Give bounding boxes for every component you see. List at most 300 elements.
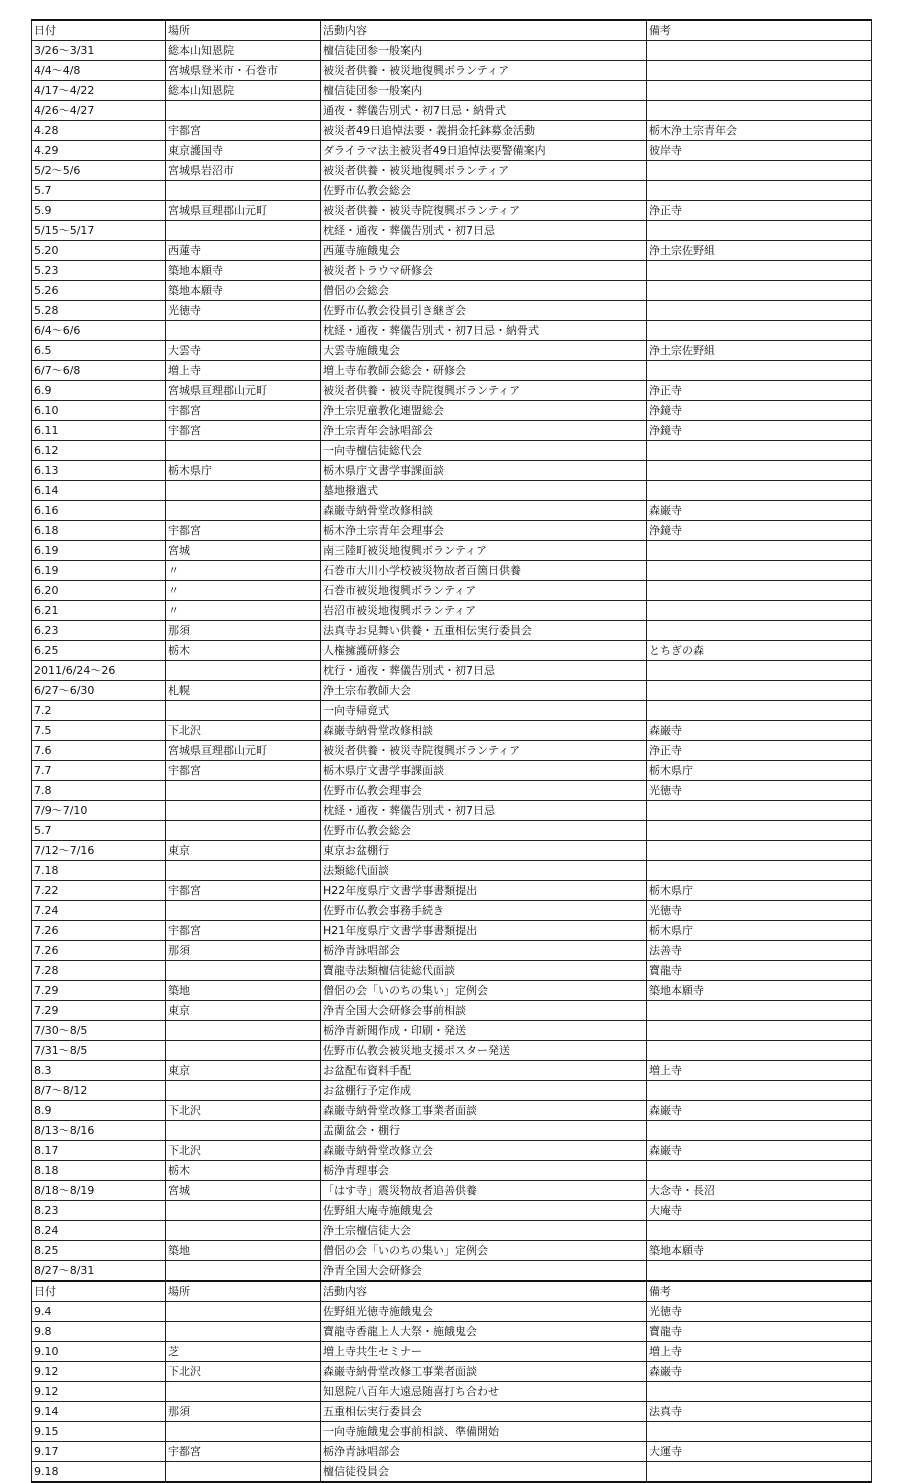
table-row bbox=[32, 1382, 872, 1402]
date-cell: 6/4～6/6 bbox=[32, 321, 166, 341]
table-row bbox=[32, 421, 872, 441]
table-row bbox=[32, 1322, 872, 1342]
date-cell: 5.26 bbox=[32, 281, 166, 301]
date-cell: 5.28 bbox=[32, 301, 166, 321]
note-cell bbox=[647, 701, 872, 721]
activity-cell: 僧侶の会総会 bbox=[321, 281, 647, 301]
place-cell: 東京護国寺 bbox=[166, 141, 321, 161]
date-cell: 9.8 bbox=[32, 1322, 166, 1342]
table-row bbox=[32, 701, 872, 721]
note-cell bbox=[647, 581, 872, 601]
note-cell bbox=[647, 61, 872, 81]
place-cell: 築地 bbox=[166, 1241, 321, 1261]
date-cell: 7.2 bbox=[32, 701, 166, 721]
table-row bbox=[32, 1181, 872, 1201]
place-cell: 東京 bbox=[166, 841, 321, 861]
table-row bbox=[32, 341, 872, 361]
table-row bbox=[32, 1241, 872, 1261]
date-cell: 4/26～4/27 bbox=[32, 101, 166, 121]
date-cell: 7/31～8/5 bbox=[32, 1041, 166, 1061]
header-date-cell: 日付 bbox=[32, 20, 166, 41]
note-cell bbox=[647, 181, 872, 201]
table-row bbox=[32, 1221, 872, 1241]
place-cell: 〃 bbox=[166, 601, 321, 621]
place-cell bbox=[166, 1041, 321, 1061]
activity-cell: 森巌寺納骨堂改修相談 bbox=[321, 501, 647, 521]
note-cell bbox=[647, 81, 872, 101]
table-row bbox=[32, 801, 872, 821]
note-cell: 増上寺 bbox=[647, 1061, 872, 1081]
table-row bbox=[32, 41, 872, 61]
table-row bbox=[32, 1021, 872, 1041]
place-cell: 光徳寺 bbox=[166, 301, 321, 321]
place-cell bbox=[166, 221, 321, 241]
date-cell: 6.10 bbox=[32, 401, 166, 421]
place-cell bbox=[166, 101, 321, 121]
place-cell: 宇都宮 bbox=[166, 401, 321, 421]
note-cell bbox=[647, 821, 872, 841]
note-cell bbox=[647, 841, 872, 861]
date-cell: 2011/6/24～26 bbox=[32, 661, 166, 681]
place-cell: 札幌 bbox=[166, 681, 321, 701]
activity-cell: 僧侶の会「いのちの集い」定例会 bbox=[321, 1241, 647, 1261]
place-cell: 那須 bbox=[166, 1402, 321, 1422]
activity-cell: 浄土宗檀信徒大会 bbox=[321, 1221, 647, 1241]
date-cell: 6.18 bbox=[32, 521, 166, 541]
activity-cell: 浄土宗青年会詠唱部会 bbox=[321, 421, 647, 441]
note-cell: 法真寺 bbox=[647, 1402, 872, 1422]
date-cell: 8.18 bbox=[32, 1161, 166, 1181]
table-row bbox=[32, 1141, 872, 1161]
table-row bbox=[32, 1101, 872, 1121]
table-row bbox=[32, 1462, 872, 1483]
note-cell: 浄鏡寺 bbox=[647, 421, 872, 441]
note-cell bbox=[647, 601, 872, 621]
place-cell bbox=[166, 801, 321, 821]
date-cell: 9.12 bbox=[32, 1362, 166, 1382]
date-cell: 4/17～4/22 bbox=[32, 81, 166, 101]
place-cell: 栃木 bbox=[166, 1161, 321, 1181]
table-row bbox=[32, 1041, 872, 1061]
activity-cell: 枕経・通夜・葬儀告別式・初7日忌・納骨式 bbox=[321, 321, 647, 341]
place-cell bbox=[166, 1121, 321, 1141]
note-cell bbox=[647, 801, 872, 821]
note-cell bbox=[647, 541, 872, 561]
place-cell bbox=[166, 861, 321, 881]
place-cell: 宇都宮 bbox=[166, 421, 321, 441]
date-cell: 7.22 bbox=[32, 881, 166, 901]
table-row bbox=[32, 1121, 872, 1141]
place-cell: 那須 bbox=[166, 621, 321, 641]
activity-cell: 佐野市仏教会役員引き継ぎ会 bbox=[321, 301, 647, 321]
date-cell: 7.7 bbox=[32, 761, 166, 781]
activity-cell: 佐野組光徳寺施餓鬼会 bbox=[321, 1302, 647, 1322]
place-cell: 下北沢 bbox=[166, 1101, 321, 1121]
table-row bbox=[32, 381, 872, 401]
date-cell: 6.21 bbox=[32, 601, 166, 621]
place-cell: 宮城 bbox=[166, 541, 321, 561]
table-row bbox=[32, 161, 872, 181]
note-cell bbox=[647, 621, 872, 641]
table-row bbox=[32, 101, 872, 121]
date-cell: 8/7～8/12 bbox=[32, 1081, 166, 1101]
place-cell: 〃 bbox=[166, 561, 321, 581]
place-cell bbox=[166, 321, 321, 341]
activity-cell: 栃浄青新聞作成・印刷・発送 bbox=[321, 1021, 647, 1041]
activity-cell: 栃木浄土宗青年会理事会 bbox=[321, 521, 647, 541]
table-row bbox=[32, 281, 872, 301]
table-row bbox=[32, 781, 872, 801]
place-cell bbox=[166, 1201, 321, 1221]
header-place-cell: 場所 bbox=[166, 20, 321, 41]
date-cell: 7/9～7/10 bbox=[32, 801, 166, 821]
activity-cell: 栃浄青詠唱部会 bbox=[321, 941, 647, 961]
place-cell: 大雲寺 bbox=[166, 341, 321, 361]
note-cell bbox=[647, 321, 872, 341]
activity-cell: 佐野市仏教会理事会 bbox=[321, 781, 647, 801]
place-cell bbox=[166, 781, 321, 801]
place-cell bbox=[166, 1422, 321, 1442]
place-cell: 宮城県登米市・石巻市 bbox=[166, 61, 321, 81]
note-cell: 栃木県庁 bbox=[647, 881, 872, 901]
note-cell: 浄鏡寺 bbox=[647, 401, 872, 421]
header-row bbox=[32, 1281, 872, 1302]
activity-cell: 一向寺施餓鬼会事前相談、準備開始 bbox=[321, 1422, 647, 1442]
table-row bbox=[32, 1061, 872, 1081]
place-cell bbox=[166, 661, 321, 681]
place-cell: 宮城 bbox=[166, 1181, 321, 1201]
table-row bbox=[32, 321, 872, 341]
date-cell: 6.5 bbox=[32, 341, 166, 361]
place-cell: 芝 bbox=[166, 1342, 321, 1362]
date-cell: 7/12～7/16 bbox=[32, 841, 166, 861]
date-cell: 7.26 bbox=[32, 941, 166, 961]
activity-cell: 寶龍寺法類檀信徒総代面談 bbox=[321, 961, 647, 981]
date-cell: 7.24 bbox=[32, 901, 166, 921]
date-cell: 6/7～6/8 bbox=[32, 361, 166, 381]
note-cell: 浄土宗佐野組 bbox=[647, 341, 872, 361]
activity-cell: 栃木県庁文書学事課面談 bbox=[321, 761, 647, 781]
place-cell: 宮城県岩沼市 bbox=[166, 161, 321, 181]
table-row bbox=[32, 61, 872, 81]
table-row bbox=[32, 221, 872, 241]
table-row bbox=[32, 1161, 872, 1181]
table-row bbox=[32, 841, 872, 861]
table-row bbox=[32, 1342, 872, 1362]
activity-cell: 佐野市仏教会総会 bbox=[321, 821, 647, 841]
activity-cell: 西蓮寺施餓鬼会 bbox=[321, 241, 647, 261]
activity-cell: 法真寺お見舞い供養・五重相伝実行委員会 bbox=[321, 621, 647, 641]
activity-cell: 被災者供養・被災寺院復興ボランティア bbox=[321, 741, 647, 761]
note-cell: 栃木県庁 bbox=[647, 921, 872, 941]
date-cell: 8/18～8/19 bbox=[32, 1181, 166, 1201]
table-row bbox=[32, 1302, 872, 1322]
date-cell: 5.7 bbox=[32, 181, 166, 201]
place-cell: 那須 bbox=[166, 941, 321, 961]
activity-cell: 増上寺布教師会総会・研修会 bbox=[321, 361, 647, 381]
note-cell bbox=[647, 1462, 872, 1483]
place-cell bbox=[166, 901, 321, 921]
note-cell: 森巌寺 bbox=[647, 721, 872, 741]
place-cell: 総本山知恩院 bbox=[166, 41, 321, 61]
note-cell: 法善寺 bbox=[647, 941, 872, 961]
note-cell bbox=[647, 1121, 872, 1141]
table-row bbox=[32, 181, 872, 201]
activity-cell: 被災者供養・被災地復興ボランティア bbox=[321, 61, 647, 81]
table-row bbox=[32, 941, 872, 961]
table-row bbox=[32, 1402, 872, 1422]
table-row bbox=[32, 401, 872, 421]
table-row bbox=[32, 201, 872, 221]
date-cell: 6.13 bbox=[32, 461, 166, 481]
date-cell: 5.23 bbox=[32, 261, 166, 281]
place-cell: 西蓮寺 bbox=[166, 241, 321, 261]
table-row bbox=[32, 741, 872, 761]
date-cell: 7.29 bbox=[32, 1001, 166, 1021]
place-cell: 宮城県亘理郡山元町 bbox=[166, 381, 321, 401]
place-cell: 増上寺 bbox=[166, 361, 321, 381]
table-row bbox=[32, 1261, 872, 1282]
date-cell: 7.26 bbox=[32, 921, 166, 941]
date-cell: 5.9 bbox=[32, 201, 166, 221]
activity-cell: 森巌寺納骨堂改修工事業者面談 bbox=[321, 1362, 647, 1382]
activity-cell: 通夜・葬儀告別式・初7日忌・納骨式 bbox=[321, 101, 647, 121]
table-row bbox=[32, 241, 872, 261]
activity-cell: 岩沼市被災地復興ボランティア bbox=[321, 601, 647, 621]
note-cell: 森巌寺 bbox=[647, 1141, 872, 1161]
activity-cell: 知恩院八百年大遠忌随喜打ち合わせ bbox=[321, 1382, 647, 1402]
activity-cell: 盂蘭盆会・棚行 bbox=[321, 1121, 647, 1141]
header-note-cell: 備考 bbox=[647, 20, 872, 41]
activity-cell: 南三陸町被災地復興ボランティア bbox=[321, 541, 647, 561]
note-cell bbox=[647, 101, 872, 121]
table-row bbox=[32, 501, 872, 521]
date-cell: 5.20 bbox=[32, 241, 166, 261]
note-cell: 光徳寺 bbox=[647, 781, 872, 801]
note-cell bbox=[647, 461, 872, 481]
table-row bbox=[32, 981, 872, 1001]
note-cell bbox=[647, 1221, 872, 1241]
date-cell: 8.25 bbox=[32, 1241, 166, 1261]
note-cell: 森巌寺 bbox=[647, 1362, 872, 1382]
date-cell: 8.24 bbox=[32, 1221, 166, 1241]
date-cell: 5/2～5/6 bbox=[32, 161, 166, 181]
note-cell: 光徳寺 bbox=[647, 1302, 872, 1322]
note-cell bbox=[647, 41, 872, 61]
activity-cell: 栃浄青詠唱部会 bbox=[321, 1442, 647, 1462]
date-cell: 7.5 bbox=[32, 721, 166, 741]
note-cell bbox=[647, 281, 872, 301]
activity-log-body bbox=[32, 20, 872, 1482]
activity-cell: 五重相伝実行委員会 bbox=[321, 1402, 647, 1422]
date-cell: 6.14 bbox=[32, 481, 166, 501]
header-row bbox=[32, 20, 872, 41]
place-cell: 下北沢 bbox=[166, 1141, 321, 1161]
activity-log-sheet bbox=[31, 19, 871, 1483]
date-cell: 4/4～4/8 bbox=[32, 61, 166, 81]
table-row bbox=[32, 1081, 872, 1101]
note-cell bbox=[647, 361, 872, 381]
date-cell: 4.28 bbox=[32, 121, 166, 141]
activity-cell: ダライラマ法主被災者49日追悼法要警備案内 bbox=[321, 141, 647, 161]
date-cell: 7.29 bbox=[32, 981, 166, 1001]
note-cell: 浄鏡寺 bbox=[647, 521, 872, 541]
table-row bbox=[32, 361, 872, 381]
date-cell: 9.14 bbox=[32, 1402, 166, 1422]
date-cell: 8.9 bbox=[32, 1101, 166, 1121]
activity-cell: 枕経・通夜・葬儀告別式・初7日忌 bbox=[321, 801, 647, 821]
place-cell bbox=[166, 1221, 321, 1241]
date-cell: 6.20 bbox=[32, 581, 166, 601]
table-row bbox=[32, 1442, 872, 1462]
note-cell bbox=[647, 1422, 872, 1442]
activity-cell: 枕行・通夜・葬儀告別式・初7日忌 bbox=[321, 661, 647, 681]
place-cell: 総本山知恩院 bbox=[166, 81, 321, 101]
table-row bbox=[32, 541, 872, 561]
activity-cell: 佐野市仏教会総会 bbox=[321, 181, 647, 201]
note-cell: とちぎの森 bbox=[647, 641, 872, 661]
table-row bbox=[32, 901, 872, 921]
note-cell bbox=[647, 1382, 872, 1402]
activity-cell: 檀信徒役員会 bbox=[321, 1462, 647, 1483]
activity-cell: 増上寺共生セミナー bbox=[321, 1342, 647, 1362]
activity-cell: 檀信徒団参一般案内 bbox=[321, 81, 647, 101]
activity-cell: お盆棚行予定作成 bbox=[321, 1081, 647, 1101]
date-cell: 6.19 bbox=[32, 541, 166, 561]
note-cell: 大庵寺 bbox=[647, 1201, 872, 1221]
note-cell: 森巌寺 bbox=[647, 501, 872, 521]
place-cell: 宇都宮 bbox=[166, 921, 321, 941]
note-cell bbox=[647, 1001, 872, 1021]
note-cell: 大念寺・長沼 bbox=[647, 1181, 872, 1201]
note-cell bbox=[647, 221, 872, 241]
activity-cell: 一向寺檀信徒総代会 bbox=[321, 441, 647, 461]
note-cell: 浄正寺 bbox=[647, 741, 872, 761]
activity-cell: 森巌寺納骨堂改修相談 bbox=[321, 721, 647, 741]
table-row bbox=[32, 1201, 872, 1221]
note-cell: 浄土宗佐野組 bbox=[647, 241, 872, 261]
place-cell: 築地本願寺 bbox=[166, 261, 321, 281]
note-cell bbox=[647, 681, 872, 701]
date-cell: 6.19 bbox=[32, 561, 166, 581]
table-row bbox=[32, 81, 872, 101]
note-cell bbox=[647, 561, 872, 581]
table-row bbox=[32, 581, 872, 601]
activity-log-table bbox=[31, 19, 872, 1483]
place-cell: 築地本願寺 bbox=[166, 281, 321, 301]
note-cell: 光徳寺 bbox=[647, 901, 872, 921]
place-cell: 宇都宮 bbox=[166, 761, 321, 781]
note-cell bbox=[647, 661, 872, 681]
date-cell: 8.23 bbox=[32, 1201, 166, 1221]
table-row bbox=[32, 1001, 872, 1021]
activity-cell: 森巌寺納骨堂改修工事業者面談 bbox=[321, 1101, 647, 1121]
activity-cell: 枕経・通夜・葬儀告別式・初7日忌 bbox=[321, 221, 647, 241]
date-cell: 7.18 bbox=[32, 861, 166, 881]
table-row bbox=[32, 301, 872, 321]
activity-cell: 佐野組大庵寺施餓鬼会 bbox=[321, 1201, 647, 1221]
date-cell: 8/27～8/31 bbox=[32, 1261, 166, 1282]
place-cell: 宮城県亘理郡山元町 bbox=[166, 201, 321, 221]
place-cell bbox=[166, 821, 321, 841]
date-cell: 9.15 bbox=[32, 1422, 166, 1442]
activity-cell: 墓地撥遣式 bbox=[321, 481, 647, 501]
place-cell: 下北沢 bbox=[166, 721, 321, 741]
table-row bbox=[32, 721, 872, 741]
table-row bbox=[32, 661, 872, 681]
date-cell: 8.3 bbox=[32, 1061, 166, 1081]
place-cell bbox=[166, 1081, 321, 1101]
table-row bbox=[32, 121, 872, 141]
place-cell bbox=[166, 1021, 321, 1041]
date-cell: 5.7 bbox=[32, 821, 166, 841]
table-row bbox=[32, 561, 872, 581]
date-cell: 7.6 bbox=[32, 741, 166, 761]
place-cell: 宇都宮 bbox=[166, 121, 321, 141]
header-note-cell: 備考 bbox=[647, 1281, 872, 1302]
place-cell: 東京 bbox=[166, 1001, 321, 1021]
activity-cell: 佐野市仏教会事務手続き bbox=[321, 901, 647, 921]
table-row bbox=[32, 461, 872, 481]
table-row bbox=[32, 601, 872, 621]
activity-cell: 檀信徒団参一般案内 bbox=[321, 41, 647, 61]
table-row bbox=[32, 641, 872, 661]
table-row bbox=[32, 921, 872, 941]
table-row bbox=[32, 521, 872, 541]
place-cell bbox=[166, 961, 321, 981]
date-cell: 7.28 bbox=[32, 961, 166, 981]
activity-cell: H21年度県庁文書学事書類提出 bbox=[321, 921, 647, 941]
date-cell: 6/27～6/30 bbox=[32, 681, 166, 701]
note-cell bbox=[647, 1081, 872, 1101]
date-cell: 9.17 bbox=[32, 1442, 166, 1462]
note-cell bbox=[647, 301, 872, 321]
activity-cell: 佐野市仏教会被災地支援ポスター発送 bbox=[321, 1041, 647, 1061]
table-row bbox=[32, 881, 872, 901]
date-cell: 6.9 bbox=[32, 381, 166, 401]
table-row bbox=[32, 621, 872, 641]
date-cell: 6.11 bbox=[32, 421, 166, 441]
header-date-cell: 日付 bbox=[32, 1281, 166, 1302]
note-cell: 彼岸寺 bbox=[647, 141, 872, 161]
note-cell bbox=[647, 1261, 872, 1282]
date-cell: 9.4 bbox=[32, 1302, 166, 1322]
table-row bbox=[32, 681, 872, 701]
activity-cell: 浄青全国大会研修会 bbox=[321, 1261, 647, 1282]
activity-cell: 大雲寺施餓鬼会 bbox=[321, 341, 647, 361]
note-cell bbox=[647, 261, 872, 281]
table-row bbox=[32, 481, 872, 501]
place-cell: 東京 bbox=[166, 1061, 321, 1081]
table-row bbox=[32, 1422, 872, 1442]
activity-cell: 石巻市大川小学校被災物故者百箇日供養 bbox=[321, 561, 647, 581]
date-cell: 8.17 bbox=[32, 1141, 166, 1161]
note-cell: 築地本願寺 bbox=[647, 981, 872, 1001]
note-cell: 大運寺 bbox=[647, 1442, 872, 1462]
date-cell: 6.23 bbox=[32, 621, 166, 641]
place-cell bbox=[166, 1322, 321, 1342]
place-cell: 〃 bbox=[166, 581, 321, 601]
activity-cell: H22年度県庁文書学事書類提出 bbox=[321, 881, 647, 901]
activity-cell: 一向寺帰竟式 bbox=[321, 701, 647, 721]
table-row bbox=[32, 141, 872, 161]
place-cell: 栃木県庁 bbox=[166, 461, 321, 481]
place-cell: 宇都宮 bbox=[166, 1442, 321, 1462]
activity-cell: お盆配布資料手配 bbox=[321, 1061, 647, 1081]
place-cell: 下北沢 bbox=[166, 1362, 321, 1382]
place-cell bbox=[166, 1302, 321, 1322]
activity-cell: 東京お盆棚行 bbox=[321, 841, 647, 861]
